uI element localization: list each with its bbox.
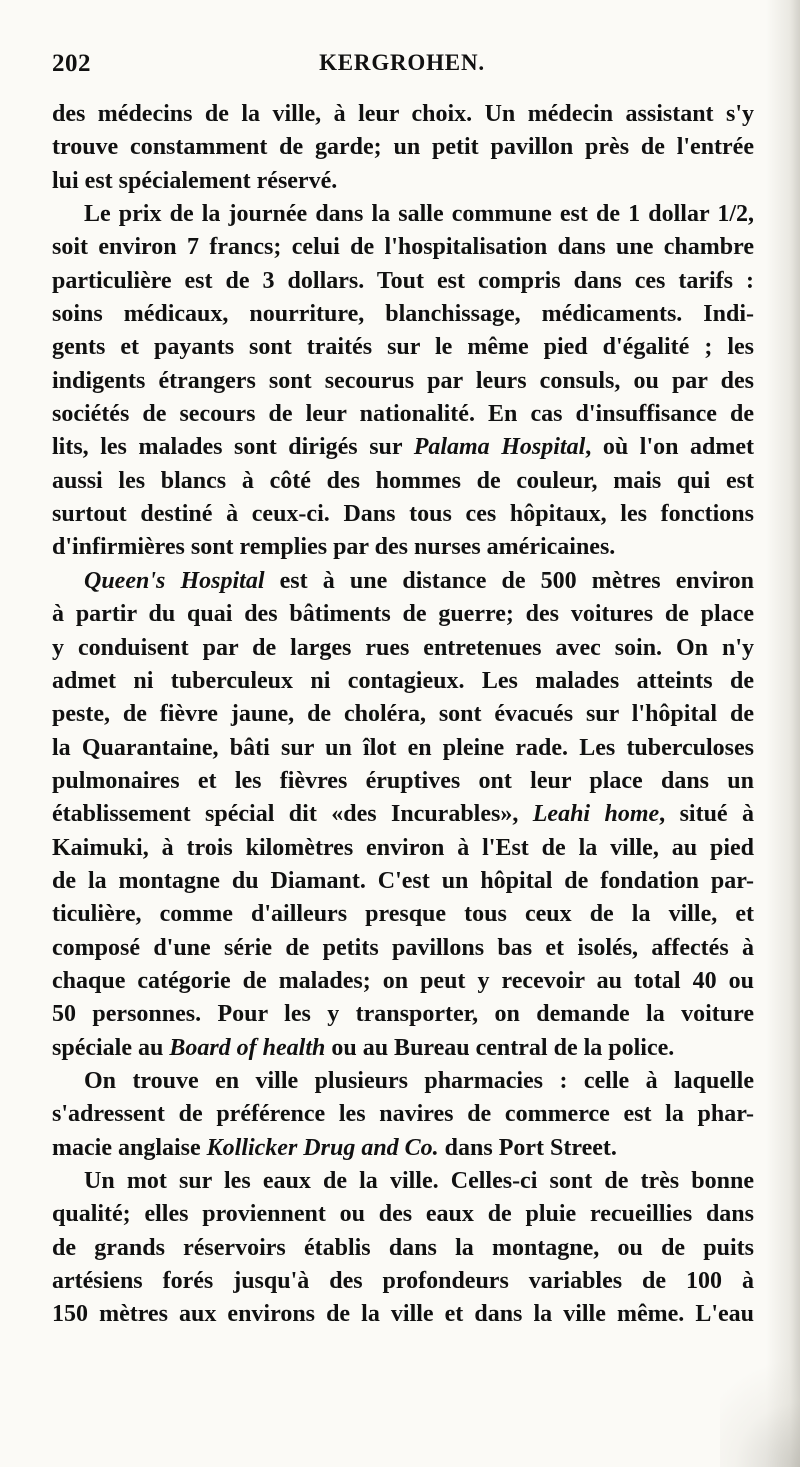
text-segment: y conduisent par de larges rues entretenues avec soin. On n'y	[52, 634, 754, 661]
text-line	[52, 632, 754, 665]
text-line	[52, 131, 754, 164]
text-line	[52, 331, 754, 364]
text-line	[52, 765, 754, 798]
text-segment: peste, de fièvre jaune, de choléra, sont évacués sur l'hôpital de	[52, 701, 754, 728]
text-segment: admet ni tuberculeux ni contagieux. Les malades atteints de	[52, 667, 754, 694]
text-segment: Le prix de la journée dans la salle commune est de 1 dollar 1/2,	[84, 201, 754, 228]
page-number: 202	[52, 50, 91, 77]
text-line	[52, 365, 754, 398]
text-line	[52, 998, 754, 1031]
text-segment: spéciale au	[52, 1034, 170, 1061]
text-segment: dans Port Street.	[438, 1134, 617, 1161]
text-segment: 50 personnes. Pour les y transporter, on demande la voiture	[52, 1001, 754, 1028]
text-line	[52, 431, 754, 464]
text-line	[52, 1298, 754, 1331]
text-line	[52, 1098, 754, 1131]
text-segment: ticulière, comme d'ailleurs presque tous ceux de la ville, et	[52, 901, 754, 928]
italic-name: Queen's Hospital	[84, 567, 265, 594]
text-line	[52, 965, 754, 998]
text-segment: de grands réservoirs établis dans la montagne, ou de puits	[52, 1234, 754, 1261]
text-line	[52, 98, 754, 131]
text-segment: gents et payants sont traités sur le même pied d'égalité ; les	[52, 334, 754, 361]
text-segment: est à une distance de 500 mètres environ	[264, 567, 754, 594]
text-segment: Kaimuki, à trois kilomètres environ à l'Est de la ville, au pied	[52, 834, 754, 861]
text-segment: surtout destiné à ceux-ci. Dans tous ces hôpitaux, les fonctions	[52, 501, 754, 528]
text-segment: indigents étrangers sont secourus par leurs consuls, ou par des	[52, 367, 754, 394]
text-segment: artésiens forés jusqu'à des profondeurs variables de 100 à	[52, 1268, 754, 1295]
page-edge-shading	[766, 0, 800, 1467]
text-segment: la Quarantaine, bâti sur un îlot en pleine rade. Les tuberculoses	[52, 734, 754, 761]
text-line	[52, 1032, 754, 1065]
text-line	[52, 1232, 754, 1265]
text-segment: On trouve en ville plusieurs pharmacies : celle à laquelle	[84, 1067, 754, 1094]
text-line	[52, 732, 754, 765]
text-line	[52, 1198, 754, 1231]
text-segment: soit environ 7 francs; celui de l'hospitalisation dans une chambre	[52, 234, 754, 261]
text-line	[52, 165, 754, 198]
text-segment: macie anglaise	[52, 1134, 207, 1161]
text-segment: chaque catégorie de malades; on peut y recevoir au total 40 ou	[52, 967, 754, 994]
body-text	[52, 98, 754, 1332]
text-line	[52, 498, 754, 531]
text-segment: d'infirmières sont remplies par des nurses américaines.	[52, 534, 616, 561]
running-head	[52, 50, 752, 86]
text-segment: s'adressent de préférence les navires de commerce est la phar-	[52, 1101, 754, 1128]
text-line	[52, 932, 754, 965]
text-segment: établissement spécial dit «des Incurables»,	[52, 801, 533, 828]
text-line	[52, 665, 754, 698]
text-line	[52, 531, 754, 564]
text-line	[52, 231, 754, 264]
text-segment: particulière est de 3 dollars. Tout est compris dans ces tarifs :	[52, 267, 754, 294]
text-line	[52, 832, 754, 865]
page-corner-shading	[720, 1347, 800, 1467]
text-line	[52, 298, 754, 331]
text-segment: lui est spécialement réservé.	[52, 167, 338, 194]
text-segment: sociétés de secours de leur nationalité. En cas d'insuffisance de	[52, 401, 754, 428]
text-line	[52, 1165, 754, 1198]
text-segment: , où l'on admet	[585, 434, 754, 461]
text-segment: aussi les blancs à côté des hommes de couleur, mais qui est	[52, 467, 754, 494]
italic-name: Palama Hospital	[413, 434, 586, 461]
italic-name: Board of health	[169, 1034, 326, 1061]
text-line	[52, 565, 754, 598]
text-segment: des médecins de la ville, à leur choix. Un médecin assistant s'y	[52, 101, 754, 127]
text-line	[52, 1132, 754, 1165]
text-line	[52, 698, 754, 731]
text-line	[52, 198, 754, 231]
text-segment: trouve constamment de garde; un petit pavillon près de l'entrée	[52, 134, 754, 161]
text-segment: qualité; elles proviennent ou des eaux de pluie recueillies dans	[52, 1201, 754, 1228]
italic-name: Leahi home	[532, 801, 660, 828]
text-line	[52, 898, 754, 931]
italic-name: Kollicker Drug and Co.	[206, 1134, 439, 1161]
text-segment: lits, les malades sont dirigés sur	[52, 434, 414, 461]
text-line	[52, 1065, 754, 1098]
running-title: KERGROHEN.	[319, 50, 485, 75]
text-segment: Un mot sur les eaux de la ville. Celles-ci sont de très bonne	[84, 1168, 754, 1194]
text-segment: 150 mètres aux environs de la ville et dans la ville même. L'eau	[52, 1301, 754, 1328]
text-segment: , situé à	[659, 801, 754, 828]
text-line	[52, 398, 754, 431]
text-line	[52, 598, 754, 631]
text-segment: de la montagne du Diamant. C'est un hôpital de fondation par-	[52, 867, 754, 894]
text-line	[52, 465, 754, 498]
text-segment: ou au Bureau central de la police.	[325, 1034, 675, 1061]
text-segment: pulmonaires et les fièvres éruptives ont leur place dans un	[52, 767, 754, 794]
text-line	[52, 865, 754, 898]
text-line	[52, 798, 754, 831]
text-line	[52, 1265, 754, 1298]
text-line	[52, 265, 754, 298]
text-segment: soins médicaux, nourriture, blanchissage, médicaments. Indi-	[52, 301, 754, 328]
text-segment: à partir du quai des bâtiments de guerre; des voitures de place	[52, 601, 754, 628]
text-segment: composé d'une série de petits pavillons bas et isolés, affectés à	[52, 934, 754, 961]
